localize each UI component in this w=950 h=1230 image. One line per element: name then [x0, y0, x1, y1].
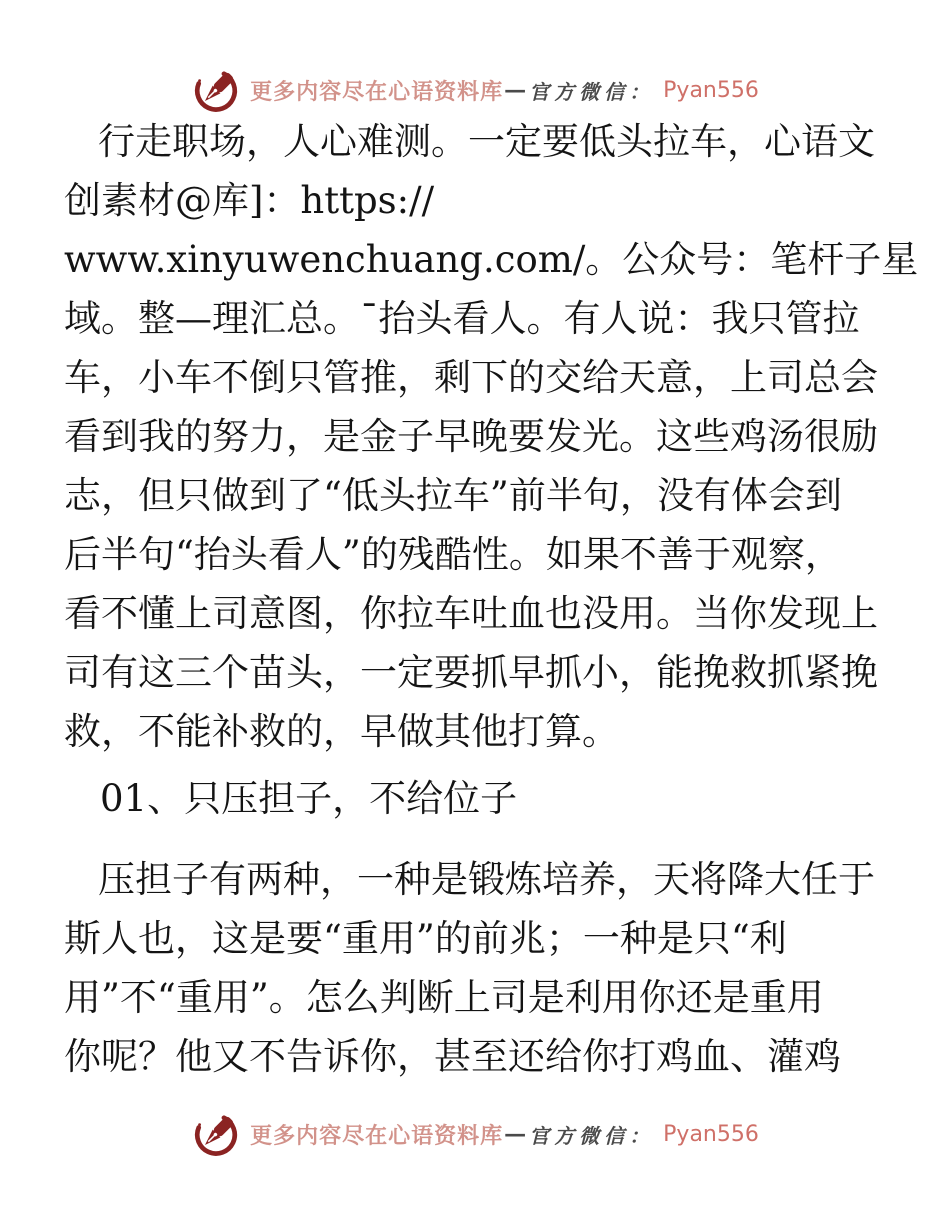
- paragraph1-line: 域。整—理汇总。¯抬头看人。有人说：我只管拉: [64, 297, 860, 340]
- paragraph1-line: 救，不能补救的，早做其他打算。: [64, 710, 619, 753]
- wechat-id: Pyan556: [663, 77, 759, 103]
- paragraph1-line: www.xinyuwenchuang.com/。公众号：笔杆子星: [64, 238, 919, 281]
- header-banner: [0, 64, 950, 116]
- section-heading: 01、只压担子，不给位子: [100, 777, 518, 820]
- brand-text: 更多内容尽在心语资料库: [250, 1122, 504, 1149]
- paragraph2-line: 斯人也，这是要“重用”的前兆；一种是只“利: [64, 917, 787, 960]
- wechat-id: Pyan556: [663, 1121, 759, 1147]
- separator-dash: —: [504, 77, 527, 103]
- paragraph1-line: 创素材@库]：https://: [64, 179, 435, 222]
- paragraph2-line: 压担子有两种，一种是锻炼培养，天将降大任于: [98, 858, 875, 901]
- pen-circle-logo-icon: [191, 64, 241, 116]
- pen-circle-logo-icon: [191, 1108, 241, 1160]
- paragraph1-line: 看不懂上司意图，你拉车吐血也没用。当你发现上: [64, 592, 878, 635]
- paragraph1-line: 看到我的努力，是金子早晚要发光。这些鸡汤很励: [64, 415, 878, 458]
- paragraph2-line: 用”不“重用”。怎么判断上司是利用你还是重用: [64, 976, 824, 1019]
- paragraph1-line: 司有这三个苗头，一定要抓早抓小，能挽救抓紧挽: [64, 651, 878, 694]
- paragraph1-line: 志，但只做到了“低头拉车”前半句，没有体会到: [64, 474, 842, 517]
- separator-dash: —: [504, 1121, 527, 1147]
- paragraph1-line: 行走职场，人心难测。一定要低头拉车，心语文: [98, 120, 875, 163]
- article-body: [64, 112, 919, 1086]
- wechat-label: 官方微信：: [529, 1123, 655, 1148]
- paragraph1-line: 后半句“抬头看人”的残酷性。如果不善于观察，: [64, 533, 842, 576]
- footer-banner: [0, 1108, 950, 1160]
- paragraph2-line: 你呢？他又不告诉你，甚至还给你打鸡血、灌鸡: [64, 1035, 841, 1078]
- wechat-label: 官方微信：: [529, 79, 655, 104]
- brand-text: 更多内容尽在心语资料库: [250, 78, 504, 105]
- paragraph1-line: 车，小车不倒只管推，剩下的交给天意，上司总会: [64, 356, 878, 399]
